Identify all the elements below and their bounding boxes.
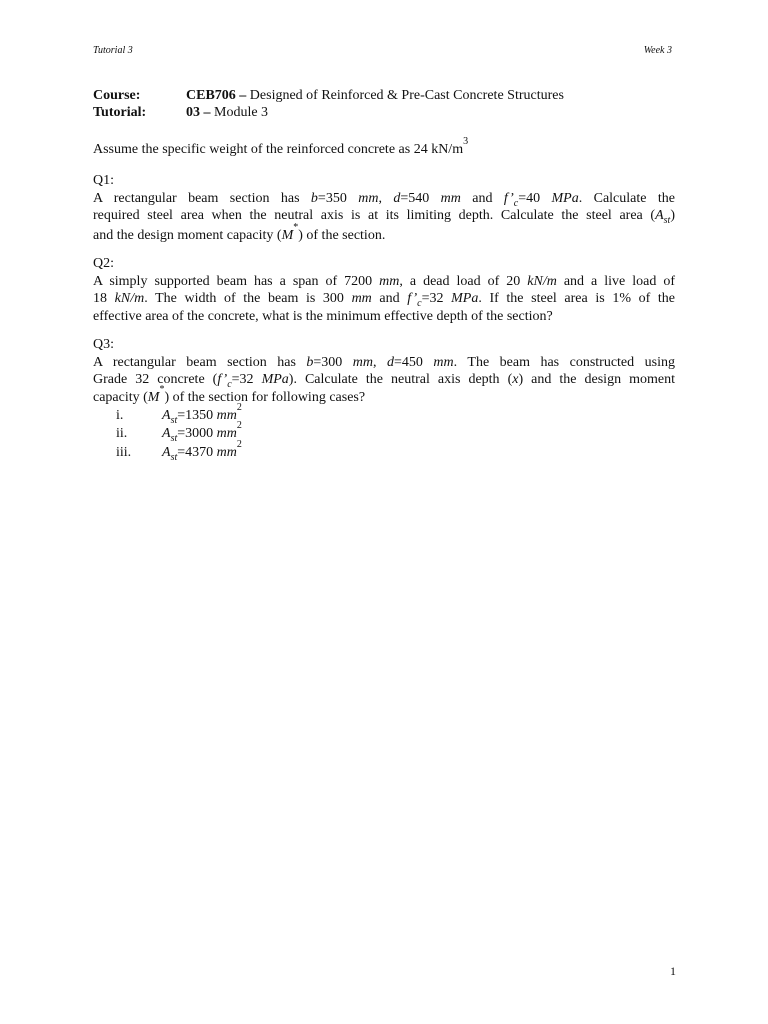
q1-label: Q1: <box>93 173 114 188</box>
running-header-right: Week 3 <box>643 45 672 56</box>
tutorial-number: 03 <box>186 105 200 120</box>
q3-item-1: $A_{st}=1350$ $mm^2$ <box>162 402 242 426</box>
q3-item-3: $A_{st}=4370$ $mm^2$ <box>162 439 242 463</box>
q1-line-2: required steel area when the neutral axis is at its limiting depth. Calculate the steel area $(A_{st})$ <box>93 208 675 226</box>
intro-text: Assume the specific weight of the reinforced concrete as 24 $kN/m^3$ <box>93 136 469 157</box>
tutorial-row <box>93 104 146 122</box>
tutorial-module: Module 3 <box>214 105 269 120</box>
q1-line-3: and the design moment capacity (M*) of the section. <box>93 222 386 243</box>
q3-line-2: Grade 32 concrete ($f’_c=32$ MPa). Calculate the neutral axis depth (x) and the design moment <box>93 372 675 390</box>
q3-item-3-number: iii. <box>116 445 132 460</box>
course-label: Course: <box>93 88 141 103</box>
course-title: Designed of Reinforced & Pre-Cast Concrete Structures <box>249 88 564 103</box>
q3-item-2: $A_{st}=3000$ $mm^2$ <box>162 420 242 444</box>
course-code: CEB706 <box>186 88 236 103</box>
page-number: 1 <box>670 964 676 978</box>
q3-line-1: A rectangular beam section has b=300 mm, d=450 mm. The beam has constructed using <box>93 354 675 370</box>
q2-line-3: effective area of the concrete, what is the minimum effective depth of the section? <box>93 308 553 324</box>
q1-line-1: A rectangular beam section has b=350 mm, d=540 mm and $f’_c=40$ MPa. Calculate the <box>93 190 675 209</box>
q3-line-3: capacity (M*) of the section for following cases? <box>93 384 366 405</box>
tutorial-value: 03 – Module 3 <box>186 105 269 120</box>
running-header-left: Tutorial 3 <box>93 45 133 56</box>
q3-item-1-number: i. <box>116 408 124 423</box>
course-value: CEB706 – Designed of Reinforced & Pre-Cast Concrete Structures <box>186 88 564 103</box>
course-row <box>93 87 140 105</box>
q3-label: Q3: <box>93 337 114 352</box>
q2-label: Q2: <box>93 256 114 271</box>
q3-item-2-number: ii. <box>116 426 128 441</box>
q2-line-2: 18 kN/m. The width of the beam is 300 mm and $f’_c=32$ MPa. If the steel area is 1% of the <box>93 291 676 309</box>
tutorial-label: Tutorial: <box>93 105 147 120</box>
q2-line-1: A simply supported beam has a span of 7200 mm, a dead load of 20 kN/m and a live load of <box>93 273 676 289</box>
